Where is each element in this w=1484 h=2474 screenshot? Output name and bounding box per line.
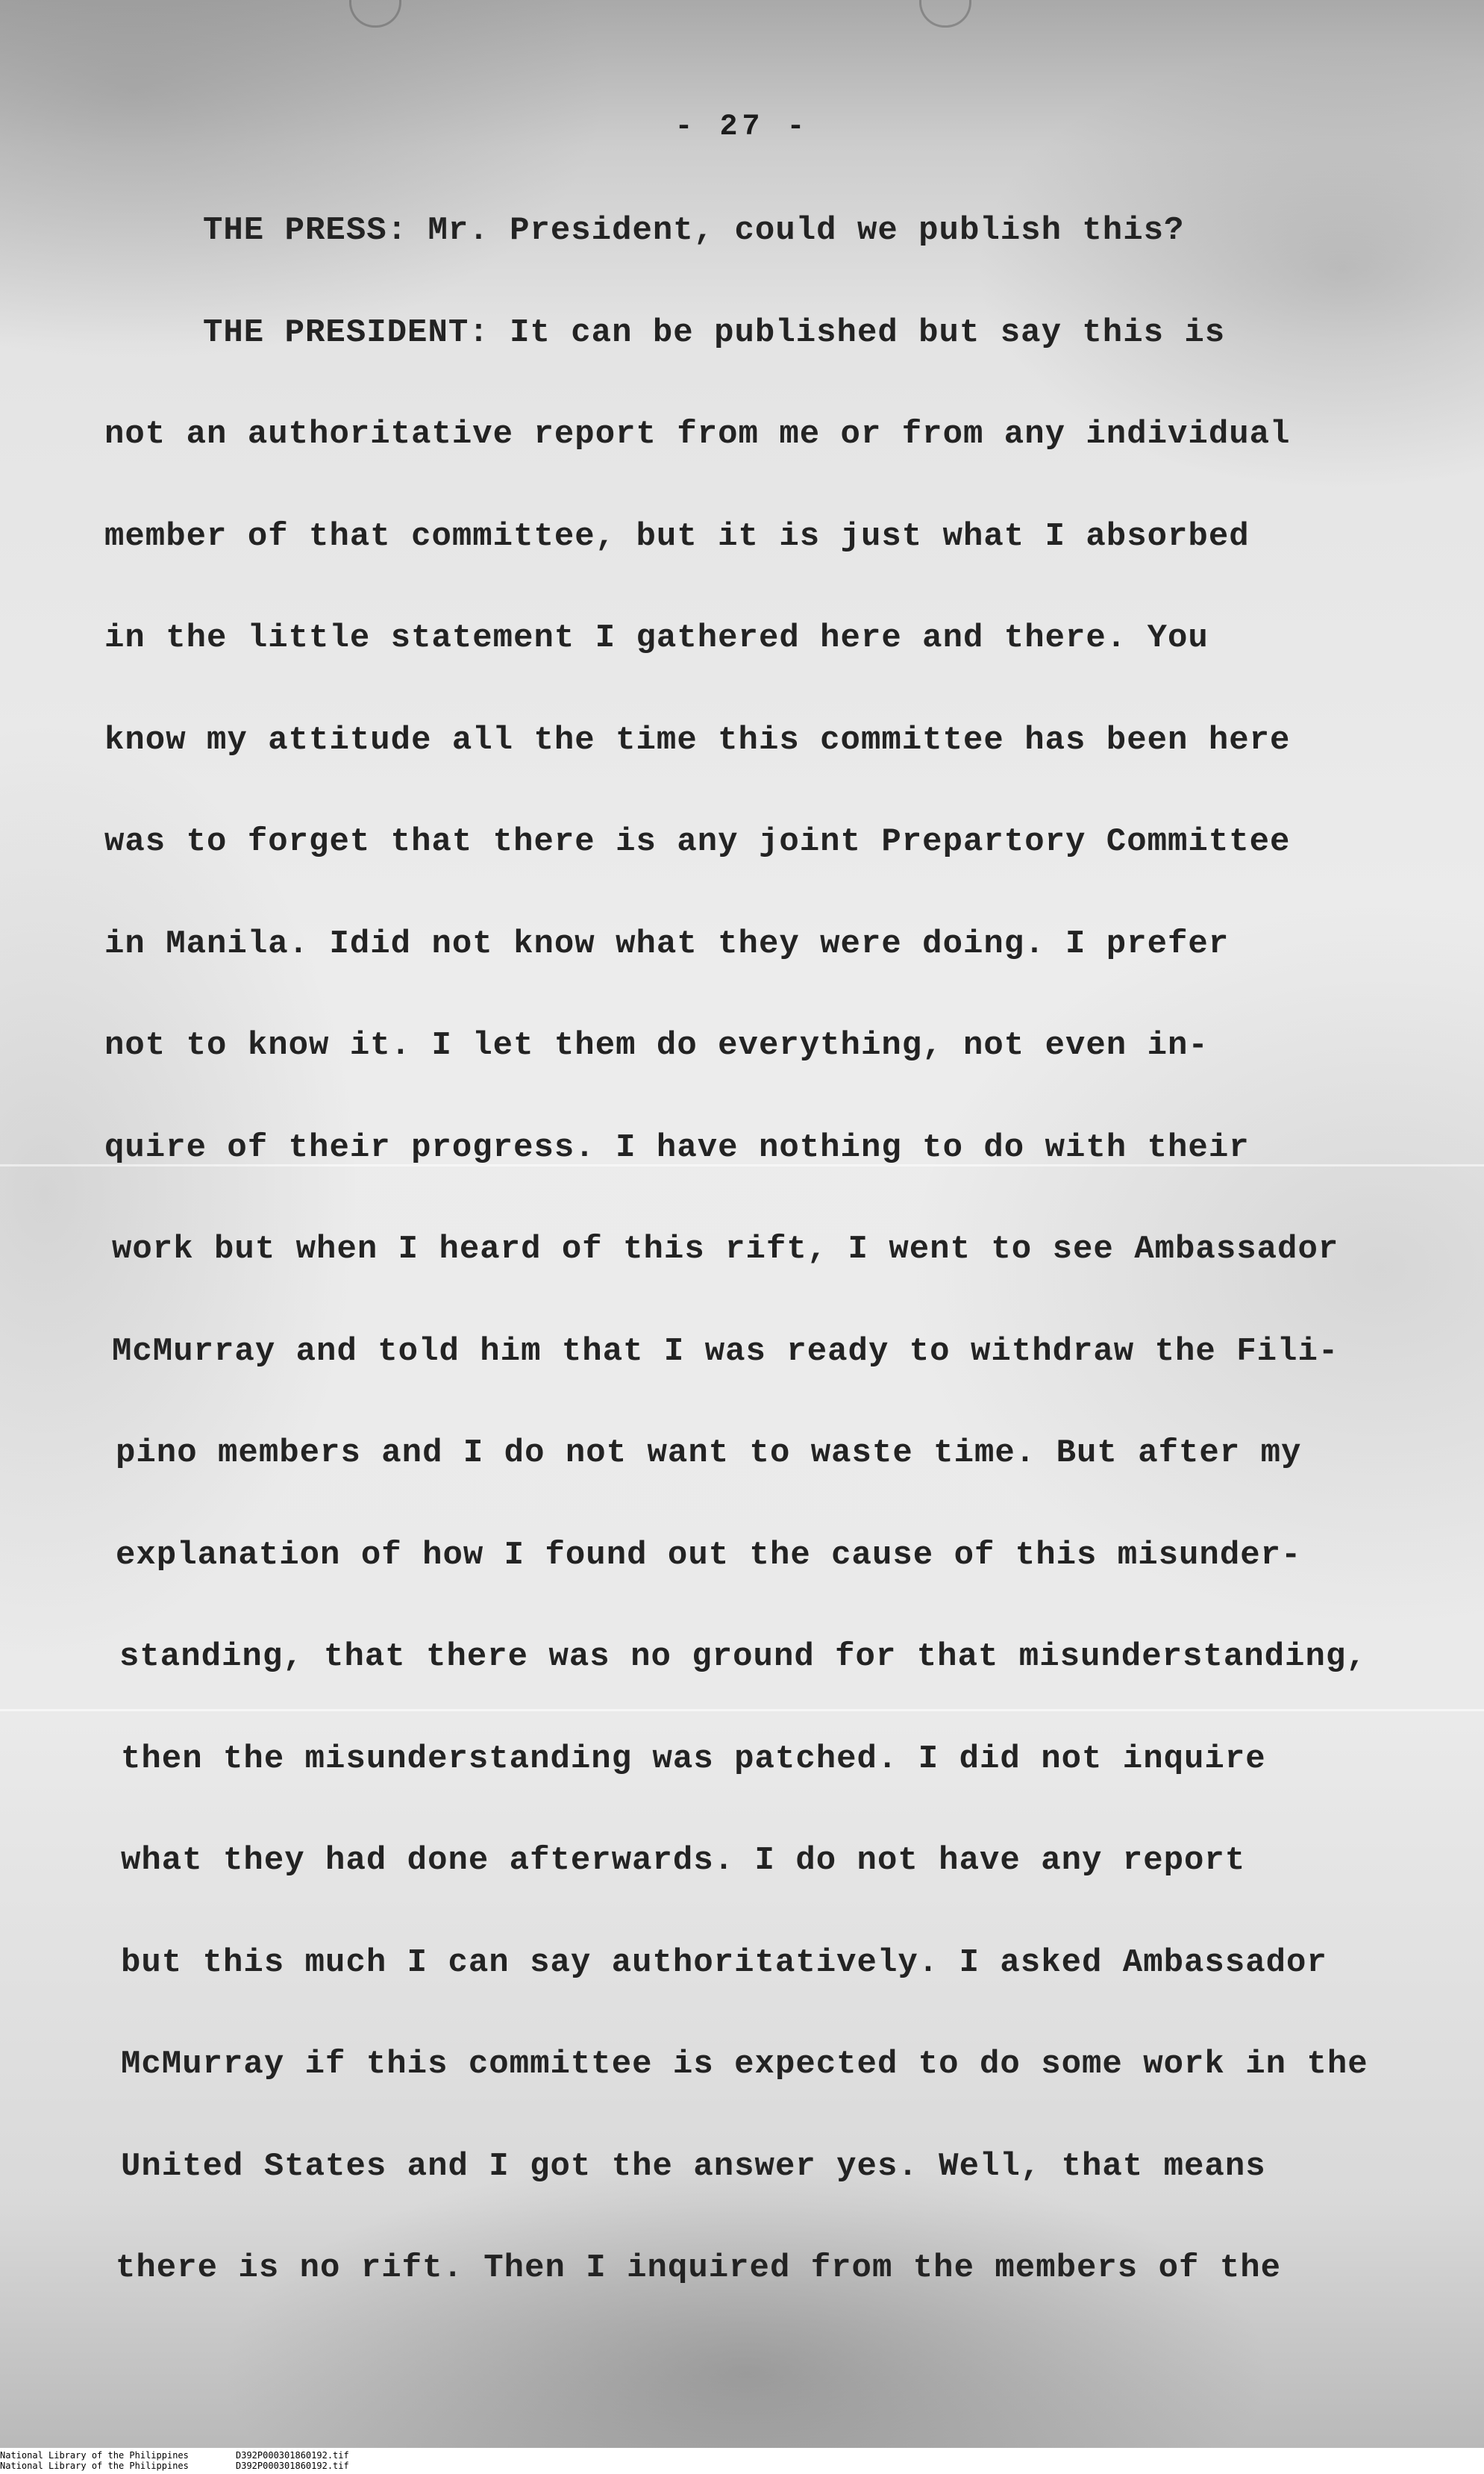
text-line: THE PRESS: Mr. President, could we publish this? (203, 212, 1185, 249)
text-line: United States and I got the answer yes. Well, that means (121, 2148, 1266, 2185)
scan-footer (0, 2448, 1484, 2474)
text-line: then the misunderstanding was patched. I did not inquire (121, 1740, 1266, 1778)
text-line: in the little statement I gathered here and there. You (104, 619, 1209, 657)
punch-hole (349, 0, 401, 28)
text-line: there is no rift. Then I inquired from the members of the (116, 2249, 1282, 2287)
text-line: know my attitude all the time this committee has been here (104, 722, 1291, 759)
text-line: McMurray if this committee is expected to do some work in the (121, 2046, 1368, 2083)
text-line: standing, that there was no ground for that misunderstanding, (119, 1638, 1367, 1675)
paper-fold (0, 1709, 1484, 1711)
page-number: - 27 - (674, 110, 810, 144)
footer-line (0, 2450, 1484, 2461)
text-line: explanation of how I found out the cause of this misunder- (116, 1537, 1302, 1574)
text-line: McMurray and told him that I was ready to withdraw the Fili- (112, 1333, 1339, 1370)
punch-hole (919, 0, 971, 28)
text-line: pino members and I do not want to waste time. But after my (116, 1434, 1302, 1472)
text-line: not an authoritative report from me or from any individual (104, 416, 1291, 453)
text-line: work but when I heard of this rift, I went to see Ambassador (112, 1231, 1339, 1268)
text-line: in Manila. Idid not know what they were doing. I prefer (104, 925, 1230, 963)
footer-file: D392P000301860192.tif (236, 2450, 349, 2461)
text-line: was to forget that there is any joint Prepartory Committee (104, 823, 1291, 860)
text-line: quire of their progress. I have nothing to do with their (104, 1129, 1250, 1166)
footer-library: National Library of the Philippines (0, 2450, 189, 2461)
text-line: THE PRESIDENT: It can be published but say this is (203, 314, 1226, 352)
text-line: not to know it. I let them do everything, not even in- (104, 1027, 1209, 1064)
text-line: member of that committee, but it is just what I absorbed (104, 518, 1250, 555)
footer-library: National Library of the Philippines (0, 2461, 189, 2471)
text-line: but this much I can say authoritatively. I asked Ambassador (121, 1944, 1327, 1981)
footer-file: D392P000301860192.tif (236, 2461, 349, 2471)
text-line: what they had done afterwards. I do not have any report (121, 1842, 1246, 1879)
footer-line (0, 2461, 1484, 2471)
